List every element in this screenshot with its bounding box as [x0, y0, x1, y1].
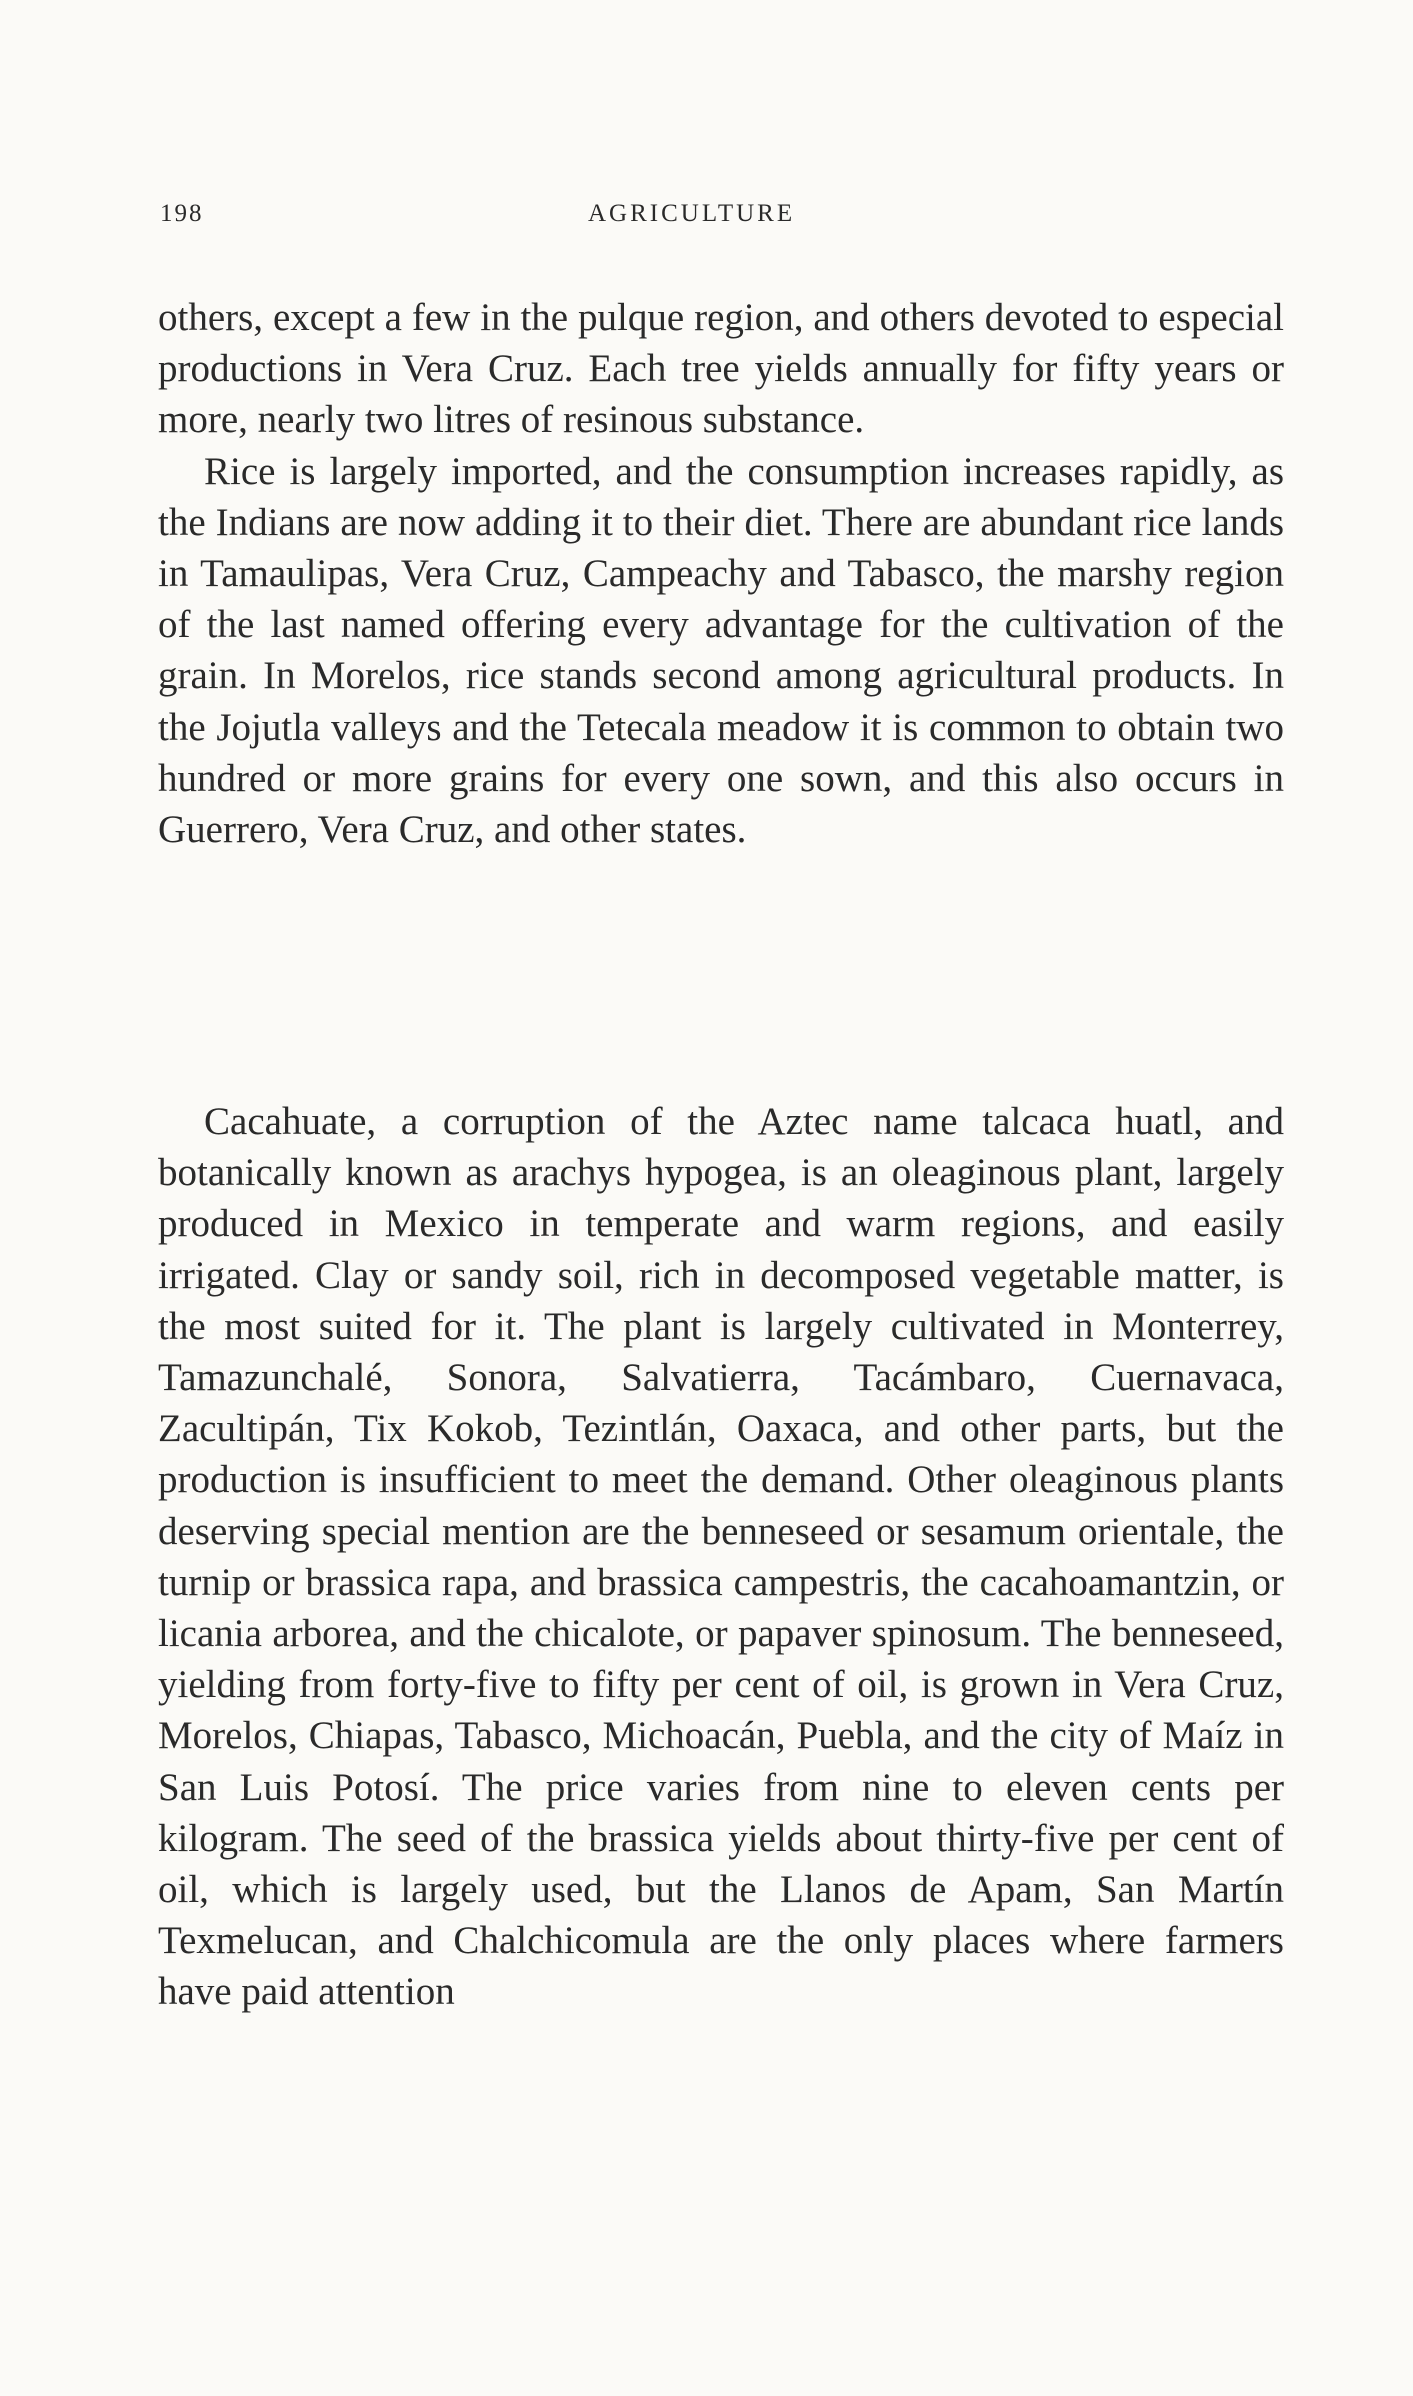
paragraph-cacahuate: Cacahuate, a corruption of the Aztec name talcaca huatl, and botanically known as arachys hypogea, is an oleaginous plant, largely produced in Mexico in temperate and warm regions, and easily irrigated. Clay or sandy soil, rich in decomposed vegetable matter, is the most suited for it. The plant is largely cultivated in Monterrey, Tamazunchalé, Sonora, Salvatierra, Tacámbaro, Cuernavaca, Zacultipán, Tix Kokob, Tezintlán, Oaxaca, and other parts, but the production is insufficient to meet the demand. Other oleaginous plants deserving special mention are the benneseed or sesamum orientale, the turnip or brassica rapa, and brassica campestris, the cacahoamantzin, or licania arborea, and the chicalote, or papaver spinosum. The benneseed, yielding from forty-five to fifty per cent of oil, is grown in Vera Cruz, Morelos, Chiapas, Tabasco, Michoacán, Puebla, and the city of Maíz in San Luis Potosí. The price varies from nine to eleven cents per kilogram. The seed of the brassica yields about thirty-five per cent of oil, which is largely used, but the Llanos de Apam, San Martín Texmelucan, and Chalchicomula are the only places where farmers have paid attention: [158, 1100, 1284, 2014]
running-title: AGRICULTURE: [588, 200, 796, 227]
page-number: 198: [160, 200, 204, 227]
page-header: [160, 200, 1280, 240]
body-text-bottom: [158, 1096, 1284, 2018]
body-text-top: [158, 292, 1284, 855]
paragraph-rice: Rice is largely imported, and the consumption increases rapidly, as the Indians are now adding it to their diet. There are abundant rice lands in Tamaulipas, Vera Cruz, Campeachy and Tabasco, the marshy region of the last named offering every advantage for the cultivation of the grain. In Morelos, rice stands second among agricultural products. In the Jojutla valleys and the Tetecala meadow it is common to obtain two hundred or more grains for every one sown, and this also occurs in Guerrero, Vera Cruz, and other states.: [158, 449, 1284, 852]
paragraph-resin-continued: others, except a few in the pulque region, and others devoted to especial productions in Vera Cruz. Each tree yields annually for fifty years or more, nearly two litres of resinous substance.: [158, 296, 1284, 442]
